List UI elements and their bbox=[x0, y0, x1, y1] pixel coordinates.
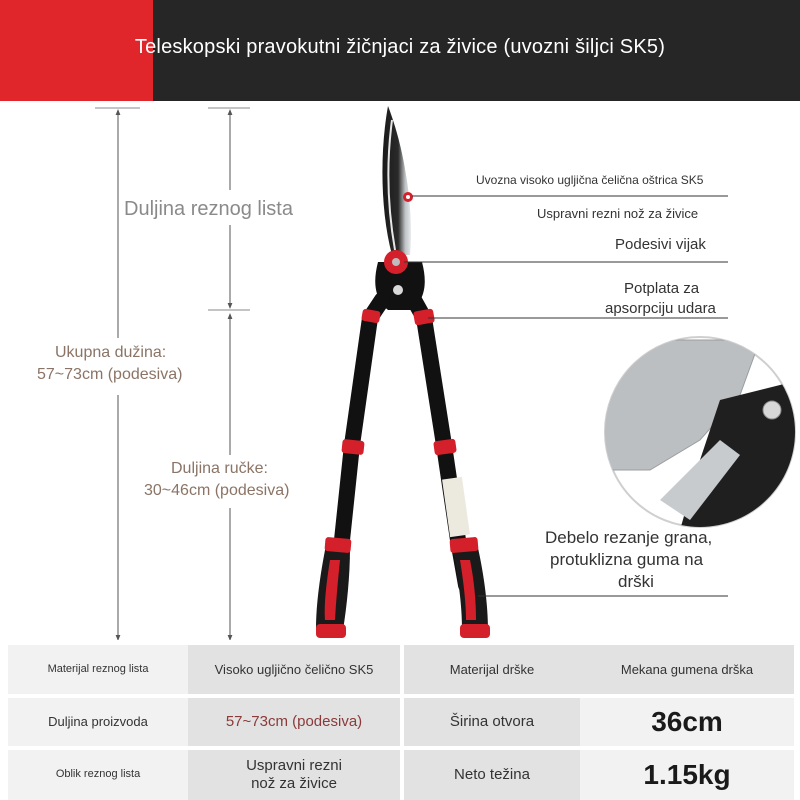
callout-blade-steel: Uvozna visoko ugljična čelična oštrica SK5 bbox=[476, 173, 704, 187]
spec-value-handle-material: Mekana gumena drška bbox=[580, 645, 794, 694]
spec-key-blade-shape: Oblik reznog lista bbox=[8, 750, 188, 800]
spec-value-blade-shape-line1: Uspravni rezni bbox=[246, 757, 342, 774]
callout-grip-line3: drški bbox=[618, 572, 654, 591]
callout-shock-pad-line1: Potplata za bbox=[624, 280, 700, 297]
callout-grip-line2: protuklizna guma na bbox=[550, 550, 704, 569]
callout-blade-type: Uspravni rezni nož za živice bbox=[537, 206, 699, 221]
total-length-value: 57~73cm (podesiva) bbox=[37, 366, 183, 383]
handle-length-dimension bbox=[208, 316, 250, 640]
spec-key-product-length: Duljina proizvoda bbox=[8, 698, 188, 746]
spec-value-product-length: 57~73cm (podesiva) bbox=[188, 698, 400, 746]
spec-value-blade-material: Visoko ugljično čelično SK5 bbox=[188, 645, 400, 694]
spec-table bbox=[8, 645, 794, 800]
spec-value-blade-shape bbox=[188, 750, 400, 800]
spec-key-opening-width: Širina otvora bbox=[404, 698, 580, 746]
callout-shock-pad-line2: apsorpciju udara bbox=[605, 300, 716, 317]
page-title: Teleskopski pravokutni žičnjaci za živice (uvozni šiljci SK5) bbox=[134, 36, 666, 58]
total-length-label: Ukupna dužina: bbox=[55, 344, 167, 361]
spec-key-net-weight: Neto težina bbox=[404, 750, 580, 800]
spec-value-blade-shape-line2: nož za živice bbox=[251, 775, 337, 792]
blade-length-label: Duljina reznog lista bbox=[124, 198, 293, 220]
spec-key-handle-material: Materijal drške bbox=[404, 645, 580, 694]
handle-length-value: 30~46cm (podesiva) bbox=[144, 482, 290, 499]
callout-adjustable-screw: Podesivi vijak bbox=[615, 236, 706, 253]
spec-value-net-weight: 1.15kg bbox=[580, 750, 794, 800]
blade-zoom-inset bbox=[600, 337, 800, 530]
handle-length-label: Duljina ručke: bbox=[171, 460, 268, 477]
callout-grip-line1: Debelo rezanje grana, bbox=[545, 528, 713, 547]
spec-key-blade-material: Materijal reznog lista bbox=[8, 645, 188, 694]
spec-value-opening-width: 36cm bbox=[580, 698, 794, 746]
hedge-shears-illustration bbox=[316, 106, 490, 638]
